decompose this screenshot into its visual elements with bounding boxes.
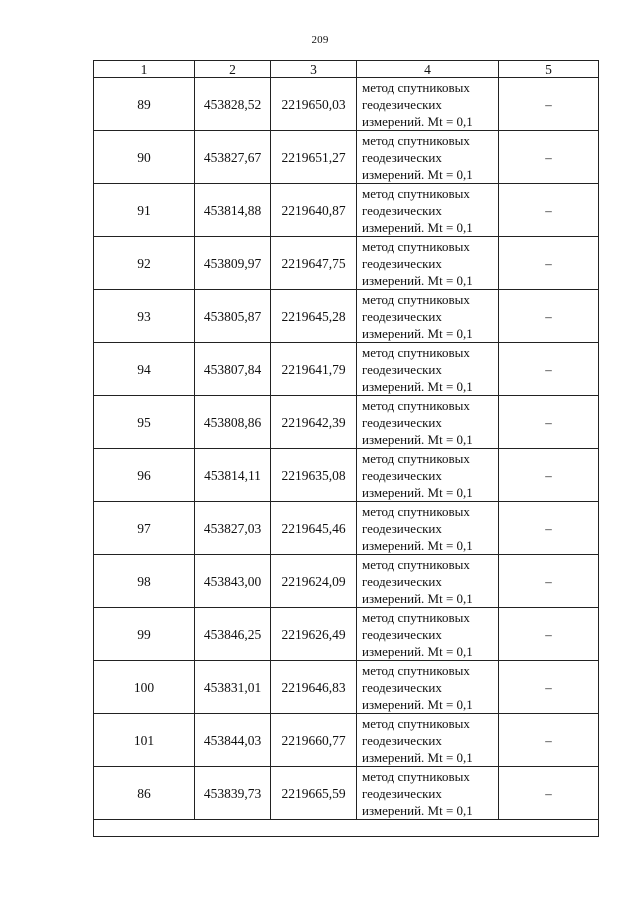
point-number-cell: 95 xyxy=(94,396,195,449)
method-line: геодезических xyxy=(362,149,442,165)
method-cell xyxy=(357,396,499,449)
x-coordinate-cell: 453814,11 xyxy=(195,449,271,502)
method-line: метод спутниковых xyxy=(362,291,470,307)
method-line: метод спутниковых xyxy=(362,715,470,731)
method-line: геодезических xyxy=(362,255,442,271)
x-coordinate-cell: 453844,03 xyxy=(195,714,271,767)
y-coordinate-cell: 2219647,75 xyxy=(271,237,357,290)
point-number-cell: 89 xyxy=(94,78,195,131)
x-coordinate-cell: 453827,03 xyxy=(195,502,271,555)
x-coordinate-cell: 453805,87 xyxy=(195,290,271,343)
method-line: измерений. Mt = 0,1 xyxy=(362,802,473,818)
point-number-cell: 101 xyxy=(94,714,195,767)
x-coordinate-cell: 453809,97 xyxy=(195,237,271,290)
point-number-cell: 100 xyxy=(94,661,195,714)
method-line: измерений. Mt = 0,1 xyxy=(362,113,473,129)
x-coordinate-cell: 453843,00 xyxy=(195,555,271,608)
method-cell xyxy=(357,502,499,555)
method-line: измерений. Mt = 0,1 xyxy=(362,696,473,712)
column-header-3: 3 xyxy=(271,61,357,78)
note-cell: – xyxy=(499,449,599,502)
method-line: измерений. Mt = 0,1 xyxy=(362,431,473,447)
table-row xyxy=(94,237,599,290)
method-line: геодезических xyxy=(362,361,442,377)
method-line: метод спутниковых xyxy=(362,503,470,519)
table-body xyxy=(94,78,599,837)
note-cell: – xyxy=(499,237,599,290)
method-cell xyxy=(357,343,499,396)
method-cell xyxy=(357,555,499,608)
method-line: геодезических xyxy=(362,732,442,748)
note-cell: – xyxy=(499,714,599,767)
method-line: геодезических xyxy=(362,573,442,589)
method-cell xyxy=(357,608,499,661)
method-line: геодезических xyxy=(362,414,442,430)
table-row xyxy=(94,343,599,396)
y-coordinate-cell: 2219665,59 xyxy=(271,767,357,820)
x-coordinate-cell: 453839,73 xyxy=(195,767,271,820)
y-coordinate-cell: 2219645,28 xyxy=(271,290,357,343)
table-row xyxy=(94,502,599,555)
y-coordinate-cell: 2219635,08 xyxy=(271,449,357,502)
column-header-1: 1 xyxy=(94,61,195,78)
point-number-cell: 90 xyxy=(94,131,195,184)
note-cell: – xyxy=(499,343,599,396)
method-line: геодезических xyxy=(362,202,442,218)
note-cell: – xyxy=(499,396,599,449)
point-number-cell: 91 xyxy=(94,184,195,237)
coordinates-table xyxy=(93,60,599,837)
method-line: метод спутниковых xyxy=(362,450,470,466)
table-row xyxy=(94,608,599,661)
column-header-5: 5 xyxy=(499,61,599,78)
note-cell: – xyxy=(499,184,599,237)
y-coordinate-cell: 2219624,09 xyxy=(271,555,357,608)
method-line: метод спутниковых xyxy=(362,132,470,148)
method-cell xyxy=(357,131,499,184)
method-cell xyxy=(357,78,499,131)
method-line: измерений. Mt = 0,1 xyxy=(362,484,473,500)
method-cell xyxy=(357,767,499,820)
x-coordinate-cell: 453808,86 xyxy=(195,396,271,449)
note-cell: – xyxy=(499,131,599,184)
y-coordinate-cell: 2219660,77 xyxy=(271,714,357,767)
column-header-2: 2 xyxy=(195,61,271,78)
method-line: метод спутниковых xyxy=(362,556,470,572)
y-coordinate-cell: 2219641,79 xyxy=(271,343,357,396)
method-line: метод спутниковых xyxy=(362,397,470,413)
method-line: измерений. Mt = 0,1 xyxy=(362,166,473,182)
point-number-cell: 96 xyxy=(94,449,195,502)
y-coordinate-cell: 2219642,39 xyxy=(271,396,357,449)
y-coordinate-cell: 2219640,87 xyxy=(271,184,357,237)
method-line: измерений. Mt = 0,1 xyxy=(362,537,473,553)
x-coordinate-cell: 453807,84 xyxy=(195,343,271,396)
note-cell: – xyxy=(499,661,599,714)
table-row xyxy=(94,767,599,820)
table-row xyxy=(94,661,599,714)
table-row xyxy=(94,131,599,184)
x-coordinate-cell: 453828,52 xyxy=(195,78,271,131)
point-number-cell: 94 xyxy=(94,343,195,396)
method-line: метод спутниковых xyxy=(362,79,470,95)
y-coordinate-cell: 2219651,27 xyxy=(271,131,357,184)
table-header-row xyxy=(94,61,599,78)
table-row xyxy=(94,290,599,343)
method-line: геодезических xyxy=(362,626,442,642)
table-row xyxy=(94,714,599,767)
column-header-4: 4 xyxy=(357,61,499,78)
method-line: измерений. Mt = 0,1 xyxy=(362,378,473,394)
method-cell xyxy=(357,714,499,767)
method-line: метод спутниковых xyxy=(362,185,470,201)
method-line: метод спутниковых xyxy=(362,344,470,360)
empty-table-row xyxy=(94,820,599,837)
table-row xyxy=(94,184,599,237)
method-cell xyxy=(357,290,499,343)
table-row xyxy=(94,555,599,608)
method-line: измерений. Mt = 0,1 xyxy=(362,749,473,765)
note-cell: – xyxy=(499,767,599,820)
method-line: метод спутниковых xyxy=(362,609,470,625)
method-cell xyxy=(357,661,499,714)
method-cell xyxy=(357,449,499,502)
method-line: геодезических xyxy=(362,520,442,536)
method-line: измерений. Mt = 0,1 xyxy=(362,643,473,659)
method-line: измерений. Mt = 0,1 xyxy=(362,272,473,288)
page-number: 209 xyxy=(311,34,329,46)
y-coordinate-cell: 2219645,46 xyxy=(271,502,357,555)
point-number-cell: 99 xyxy=(94,608,195,661)
x-coordinate-cell: 453814,88 xyxy=(195,184,271,237)
point-number-cell: 93 xyxy=(94,290,195,343)
method-cell xyxy=(357,184,499,237)
point-number-cell: 98 xyxy=(94,555,195,608)
method-line: измерений. Mt = 0,1 xyxy=(362,325,473,341)
table-row xyxy=(94,396,599,449)
empty-cell xyxy=(94,820,599,837)
method-line: геодезических xyxy=(362,308,442,324)
note-cell: – xyxy=(499,502,599,555)
point-number-cell: 97 xyxy=(94,502,195,555)
method-line: измерений. Mt = 0,1 xyxy=(362,590,473,606)
table-row xyxy=(94,78,599,131)
method-cell xyxy=(357,237,499,290)
y-coordinate-cell: 2219626,49 xyxy=(271,608,357,661)
method-line: геодезических xyxy=(362,785,442,801)
method-line: геодезических xyxy=(362,96,442,112)
point-number-cell: 92 xyxy=(94,237,195,290)
x-coordinate-cell: 453846,25 xyxy=(195,608,271,661)
note-cell: – xyxy=(499,78,599,131)
y-coordinate-cell: 2219650,03 xyxy=(271,78,357,131)
point-number-cell: 86 xyxy=(94,767,195,820)
note-cell: – xyxy=(499,608,599,661)
method-line: измерений. Mt = 0,1 xyxy=(362,219,473,235)
x-coordinate-cell: 453827,67 xyxy=(195,131,271,184)
x-coordinate-cell: 453831,01 xyxy=(195,661,271,714)
method-line: геодезических xyxy=(362,467,442,483)
method-line: метод спутниковых xyxy=(362,662,470,678)
method-line: геодезических xyxy=(362,679,442,695)
method-line: метод спутниковых xyxy=(362,238,470,254)
method-line: метод спутниковых xyxy=(362,768,470,784)
note-cell: – xyxy=(499,290,599,343)
table-row xyxy=(94,449,599,502)
note-cell: – xyxy=(499,555,599,608)
y-coordinate-cell: 2219646,83 xyxy=(271,661,357,714)
